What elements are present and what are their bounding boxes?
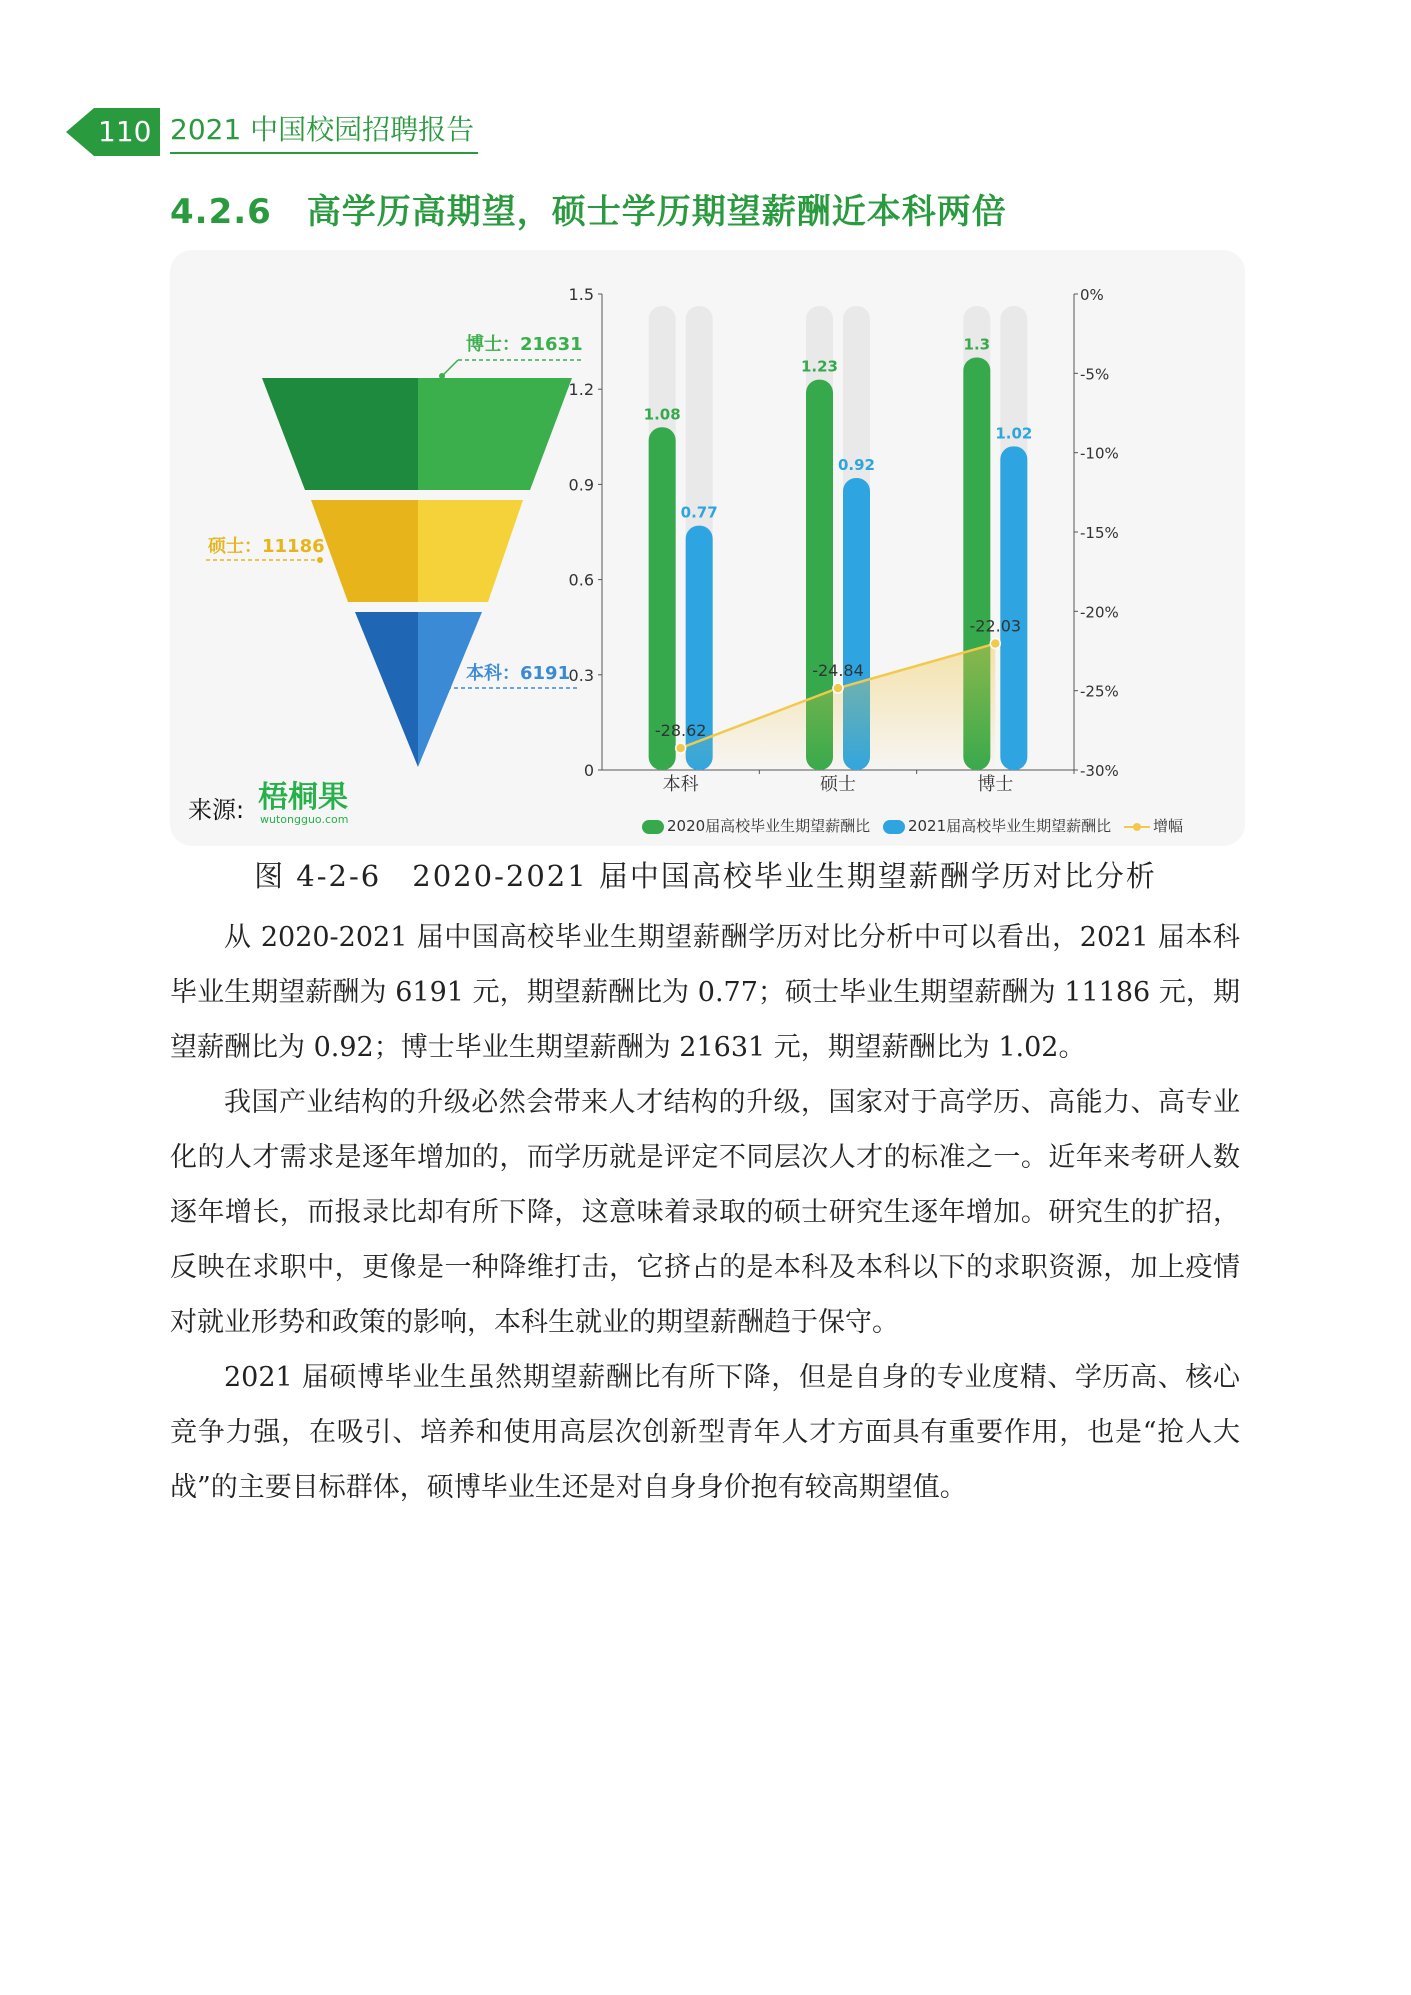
brand-name: 梧桐果 [258, 780, 348, 815]
growth-point [833, 683, 843, 693]
growth-point [990, 639, 1000, 649]
y-tick-label: 0.3 [568, 665, 594, 685]
legend-label-growth: 增幅 [1152, 817, 1183, 835]
funnel-label-phd: 博士：21631 [466, 334, 583, 355]
body-text [170, 910, 1240, 1515]
funnel-layer-phd-dark [262, 378, 418, 490]
page-header [66, 108, 486, 156]
legend-item-2021 [883, 815, 1111, 836]
y-tick-label: 0.6 [568, 570, 594, 590]
y2-tick-label: -5% [1080, 365, 1110, 384]
bar-label-2020: 1.23 [800, 357, 839, 376]
brand-url: wutongguo.com [260, 813, 349, 826]
legend-item-growth [1124, 815, 1183, 836]
bar-label-2021: 0.92 [837, 456, 876, 475]
y-tick-label: 1.2 [568, 380, 594, 400]
y-tick-label: 0.9 [568, 475, 594, 495]
x-tick-label: 本科 [662, 774, 699, 795]
bar-2021 [1000, 446, 1027, 770]
x-tick-label: 博士 [977, 774, 1014, 795]
figure-card [170, 250, 1245, 846]
y2-tick-label: -20% [1080, 603, 1119, 622]
funnel-layer-phd-light [418, 378, 572, 490]
legend-swatch-2021 [883, 820, 905, 834]
legend-swatch-2020 [642, 820, 664, 834]
legend-label-2020: 2020届高校毕业生期望薪酬比 [667, 817, 871, 835]
paragraph: 从 2020-2021 届中国高校毕业生期望薪酬学历对比分析中可以看出，2021 届本科毕业生期望薪酬为 6191 元，期望薪酬比为 0.77；硕士毕业生期望薪酬为 11186 元，期望薪酬比为 0.92；博士毕业生期望薪酬为 21631 元，期望薪酬比为 1.02。 [170, 922, 1240, 1063]
bar-2020 [649, 427, 676, 770]
source-brand [258, 782, 348, 826]
funnel-label-master: 硕士：11186 [208, 536, 325, 557]
growth-point [676, 743, 686, 753]
x-tick-label: 硕士 [820, 774, 856, 795]
growth-label: -22.03 [969, 616, 1022, 636]
bar-label-2020: 1.3 [963, 335, 991, 354]
y-tick-label: 1.5 [568, 285, 594, 304]
y2-tick-label: -30% [1080, 762, 1119, 780]
page-number-tab [66, 108, 160, 156]
legend-item-2020 [642, 815, 870, 836]
y-tick-label: 0 [583, 761, 594, 780]
funnel-layer-bachelor-light [418, 612, 482, 767]
source-label: 来源: [188, 796, 245, 824]
legend-swatch-growth [1124, 820, 1150, 834]
report-title: 2021 中国校园招聘报告 [170, 113, 475, 146]
y2-tick-label: -25% [1080, 682, 1119, 701]
funnel-label-bachelor: 本科：6191 [466, 663, 571, 684]
bar-chart [569, 285, 1119, 795]
growth-label: -24.84 [812, 661, 864, 681]
page-number: 110 [98, 115, 152, 148]
paragraph: 2021 届硕博毕业生虽然期望薪酬比有所下降，但是自身的专业度精、学历高、核心竞争力强，在吸引、培养和使用高层次创新型青年人才方面具有重要作用，也是“抢人大战”的主要目标群体，硕博毕业生还是对自身身价抱有较高期望值。 [170, 1362, 1240, 1503]
bar-label-2021: 0.77 [680, 503, 718, 522]
funnel-layer-bachelor-dark [355, 612, 418, 767]
growth-label: -28.62 [654, 721, 707, 741]
paragraph: 我国产业结构的升级必然会带来人才结构的升级，国家对于高学历、高能力、高专业化的人才需求是逐年增加的，而学历就是评定不同层次人才的标准之一。近年来考研人数逐年增长，而报录比却有所下降，这意味着录取的硕士研究生逐年增加。研究生的扩招，反映在求职中，更像是一种降维打击，它挤占的是本科及本科以下的求职资源，加上疫情对就业形势和政策的影响，本科生就业的期望薪酬趋于保守。 [170, 1087, 1240, 1338]
header-divider [170, 152, 478, 154]
bar-label-2021: 1.02 [995, 424, 1033, 443]
chart-legend [642, 815, 1191, 836]
legend-label-2021: 2021届高校毕业生期望薪酬比 [907, 817, 1112, 835]
y2-tick-label: 0% [1080, 286, 1104, 304]
funnel-dot-bachelor [437, 685, 443, 691]
y2-tick-label: -10% [1080, 444, 1119, 463]
funnel-leader-phd [442, 360, 458, 376]
education-funnel [206, 333, 583, 767]
funnel-dot-master [317, 557, 323, 563]
figure-caption: 图 4-2-6 2020-2021 届中国高校毕业生期望薪酬学历对比分析 [254, 859, 1157, 893]
chart-canvas [170, 250, 1245, 846]
funnel-layer-master-dark [311, 500, 418, 602]
funnel-dot-phd [439, 373, 445, 379]
y2-tick-label: -15% [1080, 524, 1119, 542]
section-title: 4.2.6 高学历高期望，硕士学历期望薪酬近本科两倍 [170, 192, 1007, 232]
bar-label-2020: 1.08 [643, 405, 681, 424]
funnel-layer-master-light [418, 500, 523, 602]
